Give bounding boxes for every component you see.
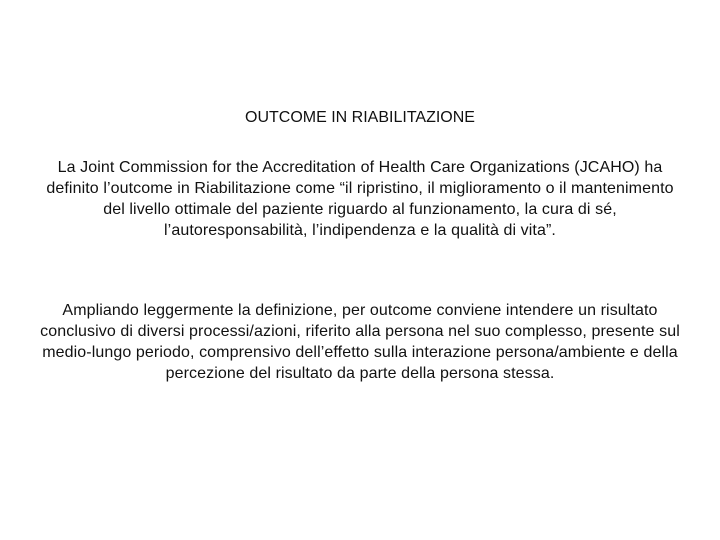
paragraph-definition: La Joint Commission for the Accreditation of Health Care Organizations (JCAHO) ha definito l’outcome in Riabilitazione come “il ripristino, il miglioramento o il mantenimento del livello ottimale del paziente riguardo al funzionamento, la cura di sé, l’autoresponsabilità, l’indipendenza e la qualità di vita”. [46,159,674,239]
slide-title: OUTCOME IN RIABILITAZIONE [245,109,475,126]
paragraph-extended-definition: Ampliando leggermente la definizione, per outcome conviene intendere un risultato conclusivo di diversi processi/azioni, riferito alla persona nel suo complesso, presente sul medio-lungo periodo, comprensivo dell’effetto sulla interazione persona/ambiente e della percezione del risultato da parte della persona stessa. [40,302,680,382]
